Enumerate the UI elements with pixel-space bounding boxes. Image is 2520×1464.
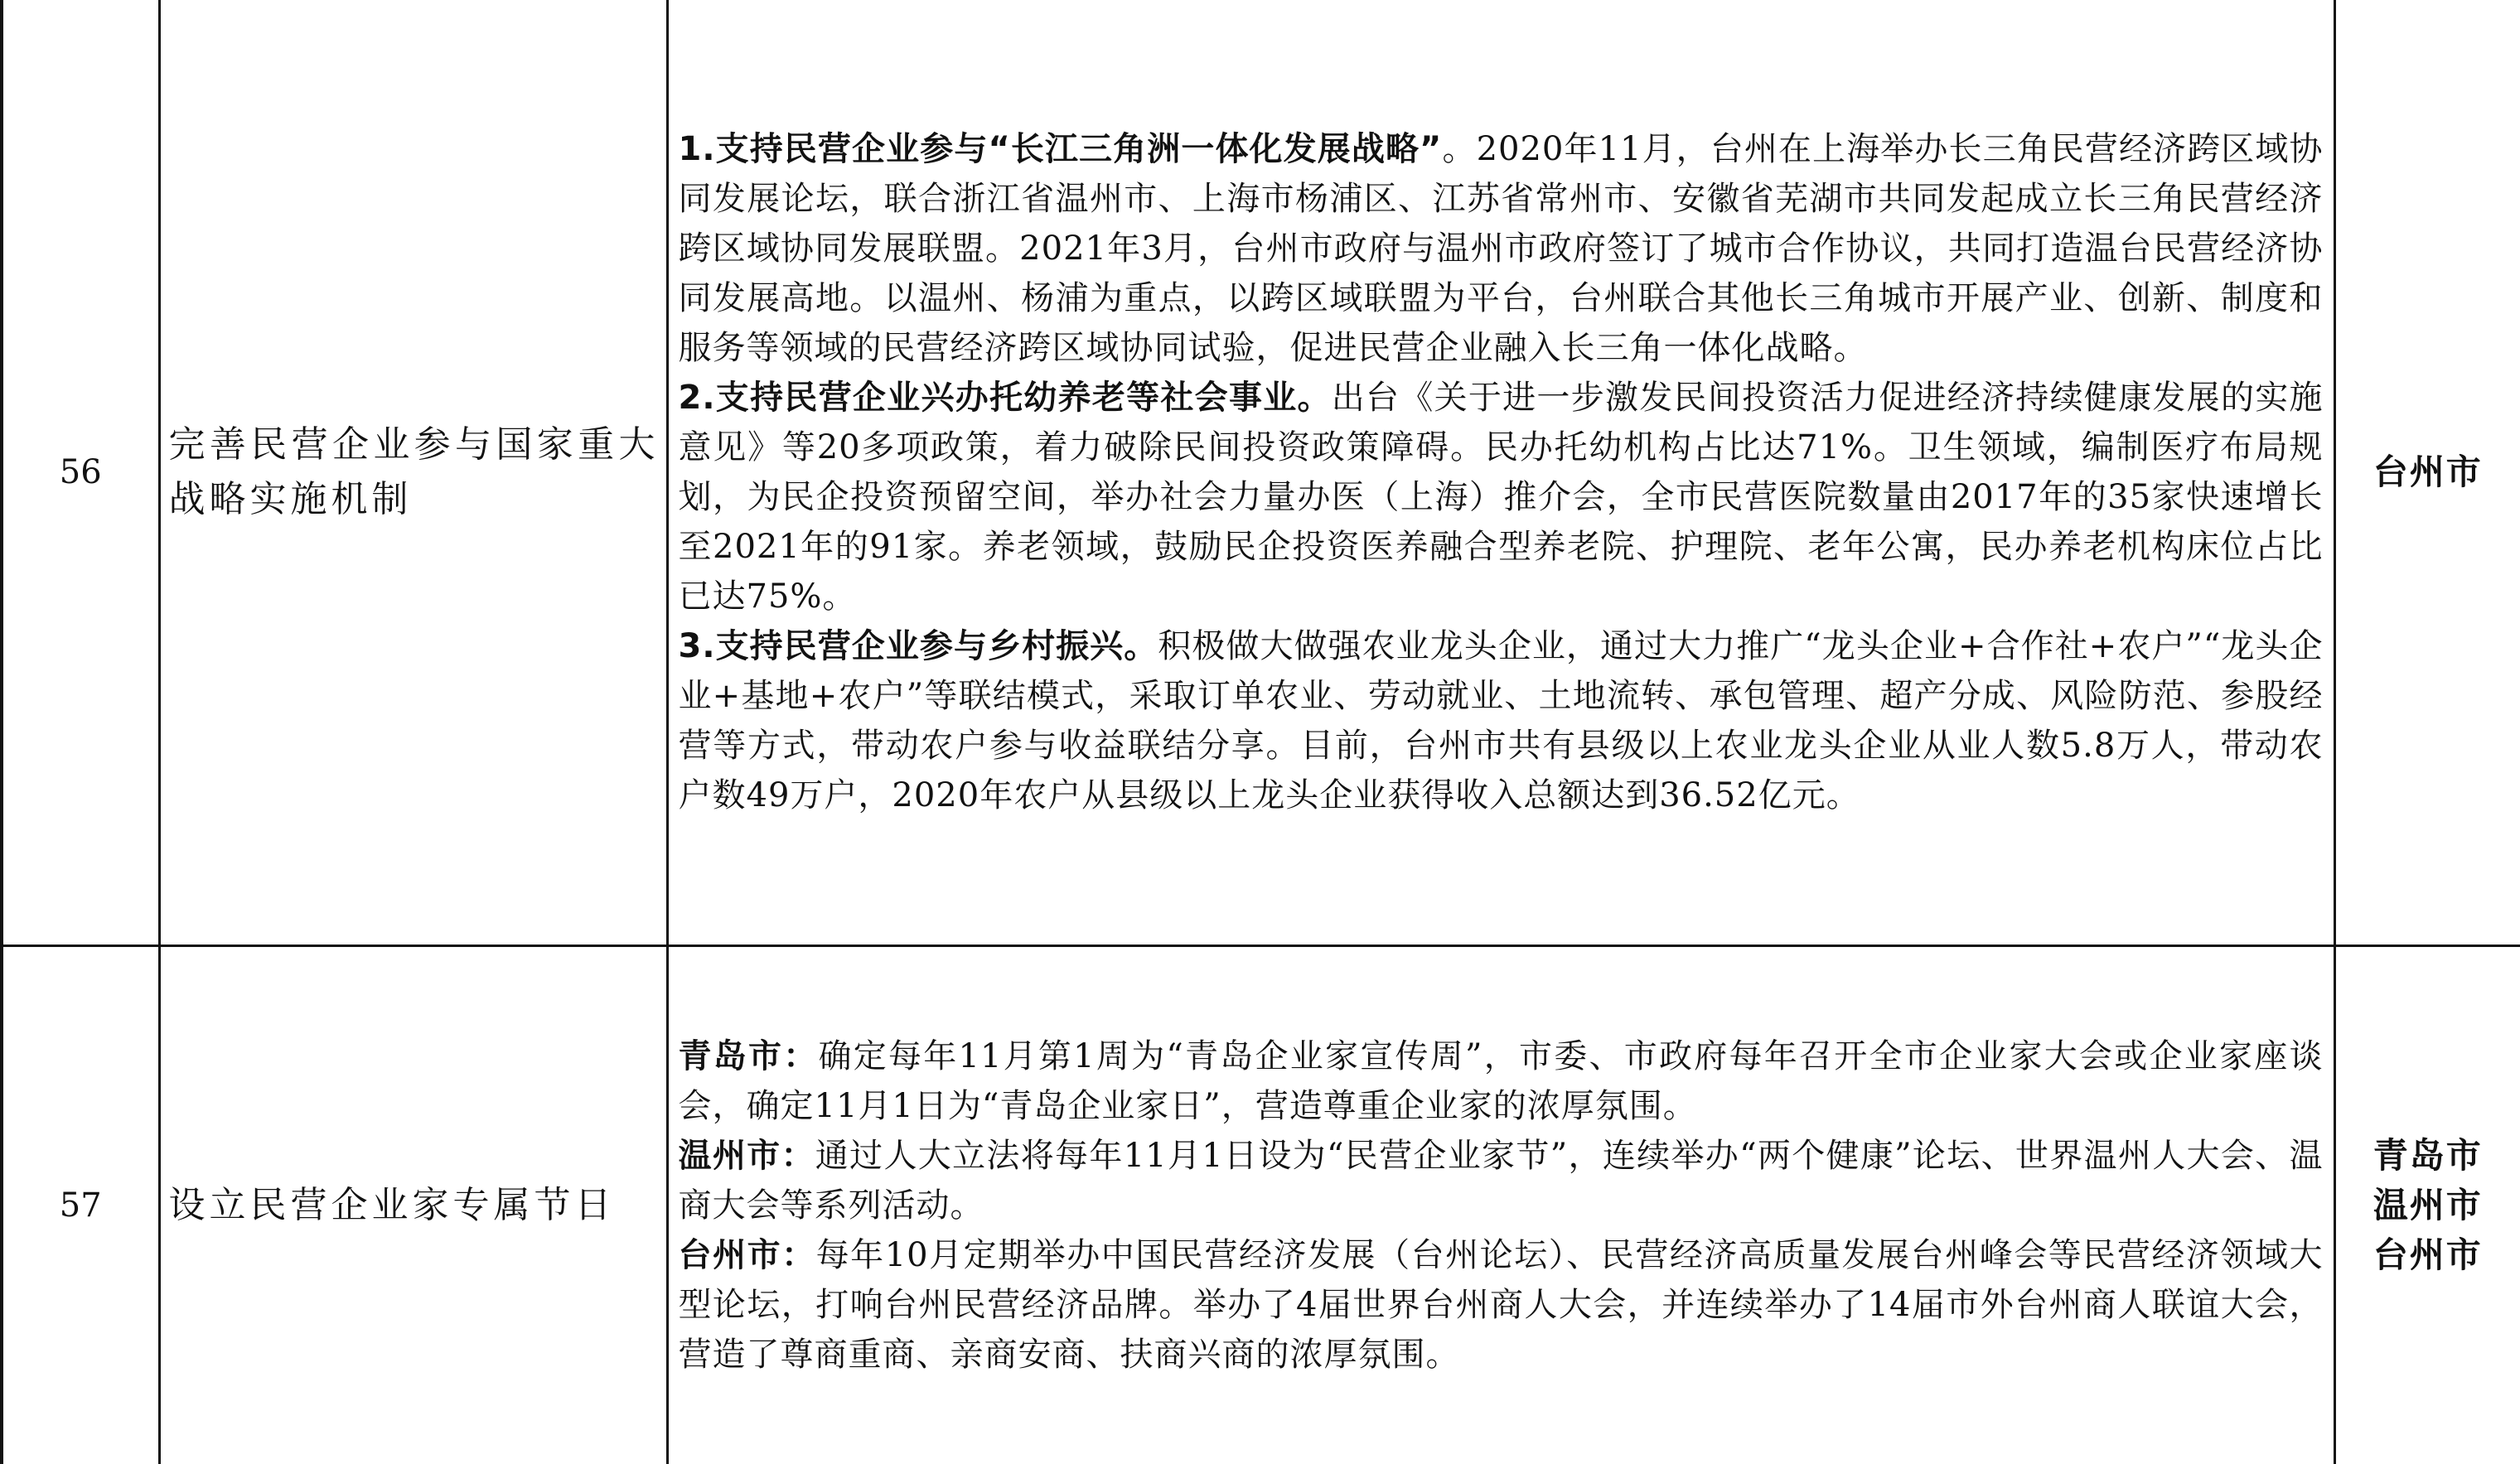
measure-description-cell <box>667 0 2334 945</box>
city-name: 温州市 <box>2372 1184 2483 1225</box>
description-paragraph <box>679 1032 2324 1131</box>
paragraph-text: 通过人大立法将每年11月1日设为“民营企业家节”，连续举办“两个健康”论坛、世界温州人大会、温商大会等系列活动。 <box>678 1136 2324 1225</box>
description-paragraph <box>679 1230 2324 1379</box>
description-paragraph <box>679 621 2324 820</box>
paragraph-lead: 青岛市： <box>678 1036 819 1075</box>
paragraph-lead: 3.支持民营企业参与乡村振兴。 <box>678 626 1158 665</box>
city-name: 台州市 <box>2372 1234 2483 1275</box>
measure-description-cell <box>667 945 2334 1464</box>
city-cell <box>2334 0 2520 945</box>
paragraph-lead: 1.支持民营企业参与“长江三角洲一体化发展战略” <box>678 129 1443 168</box>
paragraph-text: 。2020年11月，台州在上海举办长三角民营经济跨区域协同发展论坛，联合浙江省温州市、上海市杨浦区、江苏省常州市、安徽省芜湖市共同发起成立长三角民营经济跨区域协同发展联盟。2021年3月，台州市政府与温州市政府签订了城市合作协议，共同打造温台民营经济协同发展高地。以温州、杨浦为重点，以跨区域联盟为平台，台州联合其他长三角城市开展产业、创新、制度和服务等领域的民营经济跨区域协同试验，促进民营企业融入长三角一体化战略。 <box>678 129 2324 367</box>
city-cell <box>2334 945 2520 1464</box>
paragraph-lead: 台州市： <box>678 1235 816 1274</box>
city-name: 青岛市 <box>2372 1134 2483 1176</box>
row-number-cell: 57 <box>2 945 159 1464</box>
paragraph-text: 积极做大做强农业龙头企业，通过大力推广“龙头企业+合作社+农户”“龙头企业+基地+农户”等联结模式，采取订单农业、劳动就业、土地流转、承包管理、超产分成、风险防范、参股经营等方式，带动农户参与收益联结分享。目前，台州市共有县级以上农业龙头企业从业人数5.8万人，带动农户数49万户，2020年农户从县级以上龙头企业获得收入总额达到36.52亿元。 <box>678 626 2324 814</box>
table-row <box>2 945 2520 1464</box>
paragraph-lead: 2.支持民营企业兴办托幼养老等社会事业。 <box>678 378 1332 417</box>
measure-title-cell: 设立民营企业家专属节日 <box>159 945 667 1464</box>
description-paragraph <box>679 373 2324 621</box>
description-paragraph <box>679 1131 2324 1230</box>
description-paragraph <box>679 124 2324 373</box>
city-name: 台州市 <box>2372 451 2483 492</box>
paragraph-text: 出台《关于进一步激发民间投资活力促进经济持续健康发展的实施意见》等20多项政策，着力破除民间投资政策障碍。民办托幼机构占比达71%。卫生领域，编制医疗布局规划，为民企投资预留空间，举办社会力量办医（上海）推介会，全市民营医院数量由2017年的35家快速增长至2021年的91家。养老领域，鼓励民企投资医养融合型养老院、护理院、老年公寓，民办养老机构床位占比已达75%。 <box>678 378 2324 616</box>
measure-title-cell: 完善民营企业参与国家重大战略实施机制 <box>159 0 667 945</box>
table-row <box>2 0 2520 945</box>
row-number-cell: 56 <box>2 0 159 945</box>
paragraph-text: 确定每年11月第1周为“青岛企业家宣传周”，市委、市政府每年召开全市企业家大会或企业家座谈会，确定11月1日为“青岛企业家日”，营造尊重企业家的浓厚氛围。 <box>678 1036 2324 1125</box>
paragraph-lead: 温州市： <box>678 1136 815 1175</box>
paragraph-text: 每年10月定期举办中国民营经济发展（台州论坛）、民营经济高质量发展台州峰会等民营经济领域大型论坛，打响台州民营经济品牌。举办了4届世界台州商人大会，并连续举办了14届市外台州商人联谊大会，营造了尊商重商、亲商安商、扶商兴商的浓厚氛围。 <box>678 1235 2324 1374</box>
